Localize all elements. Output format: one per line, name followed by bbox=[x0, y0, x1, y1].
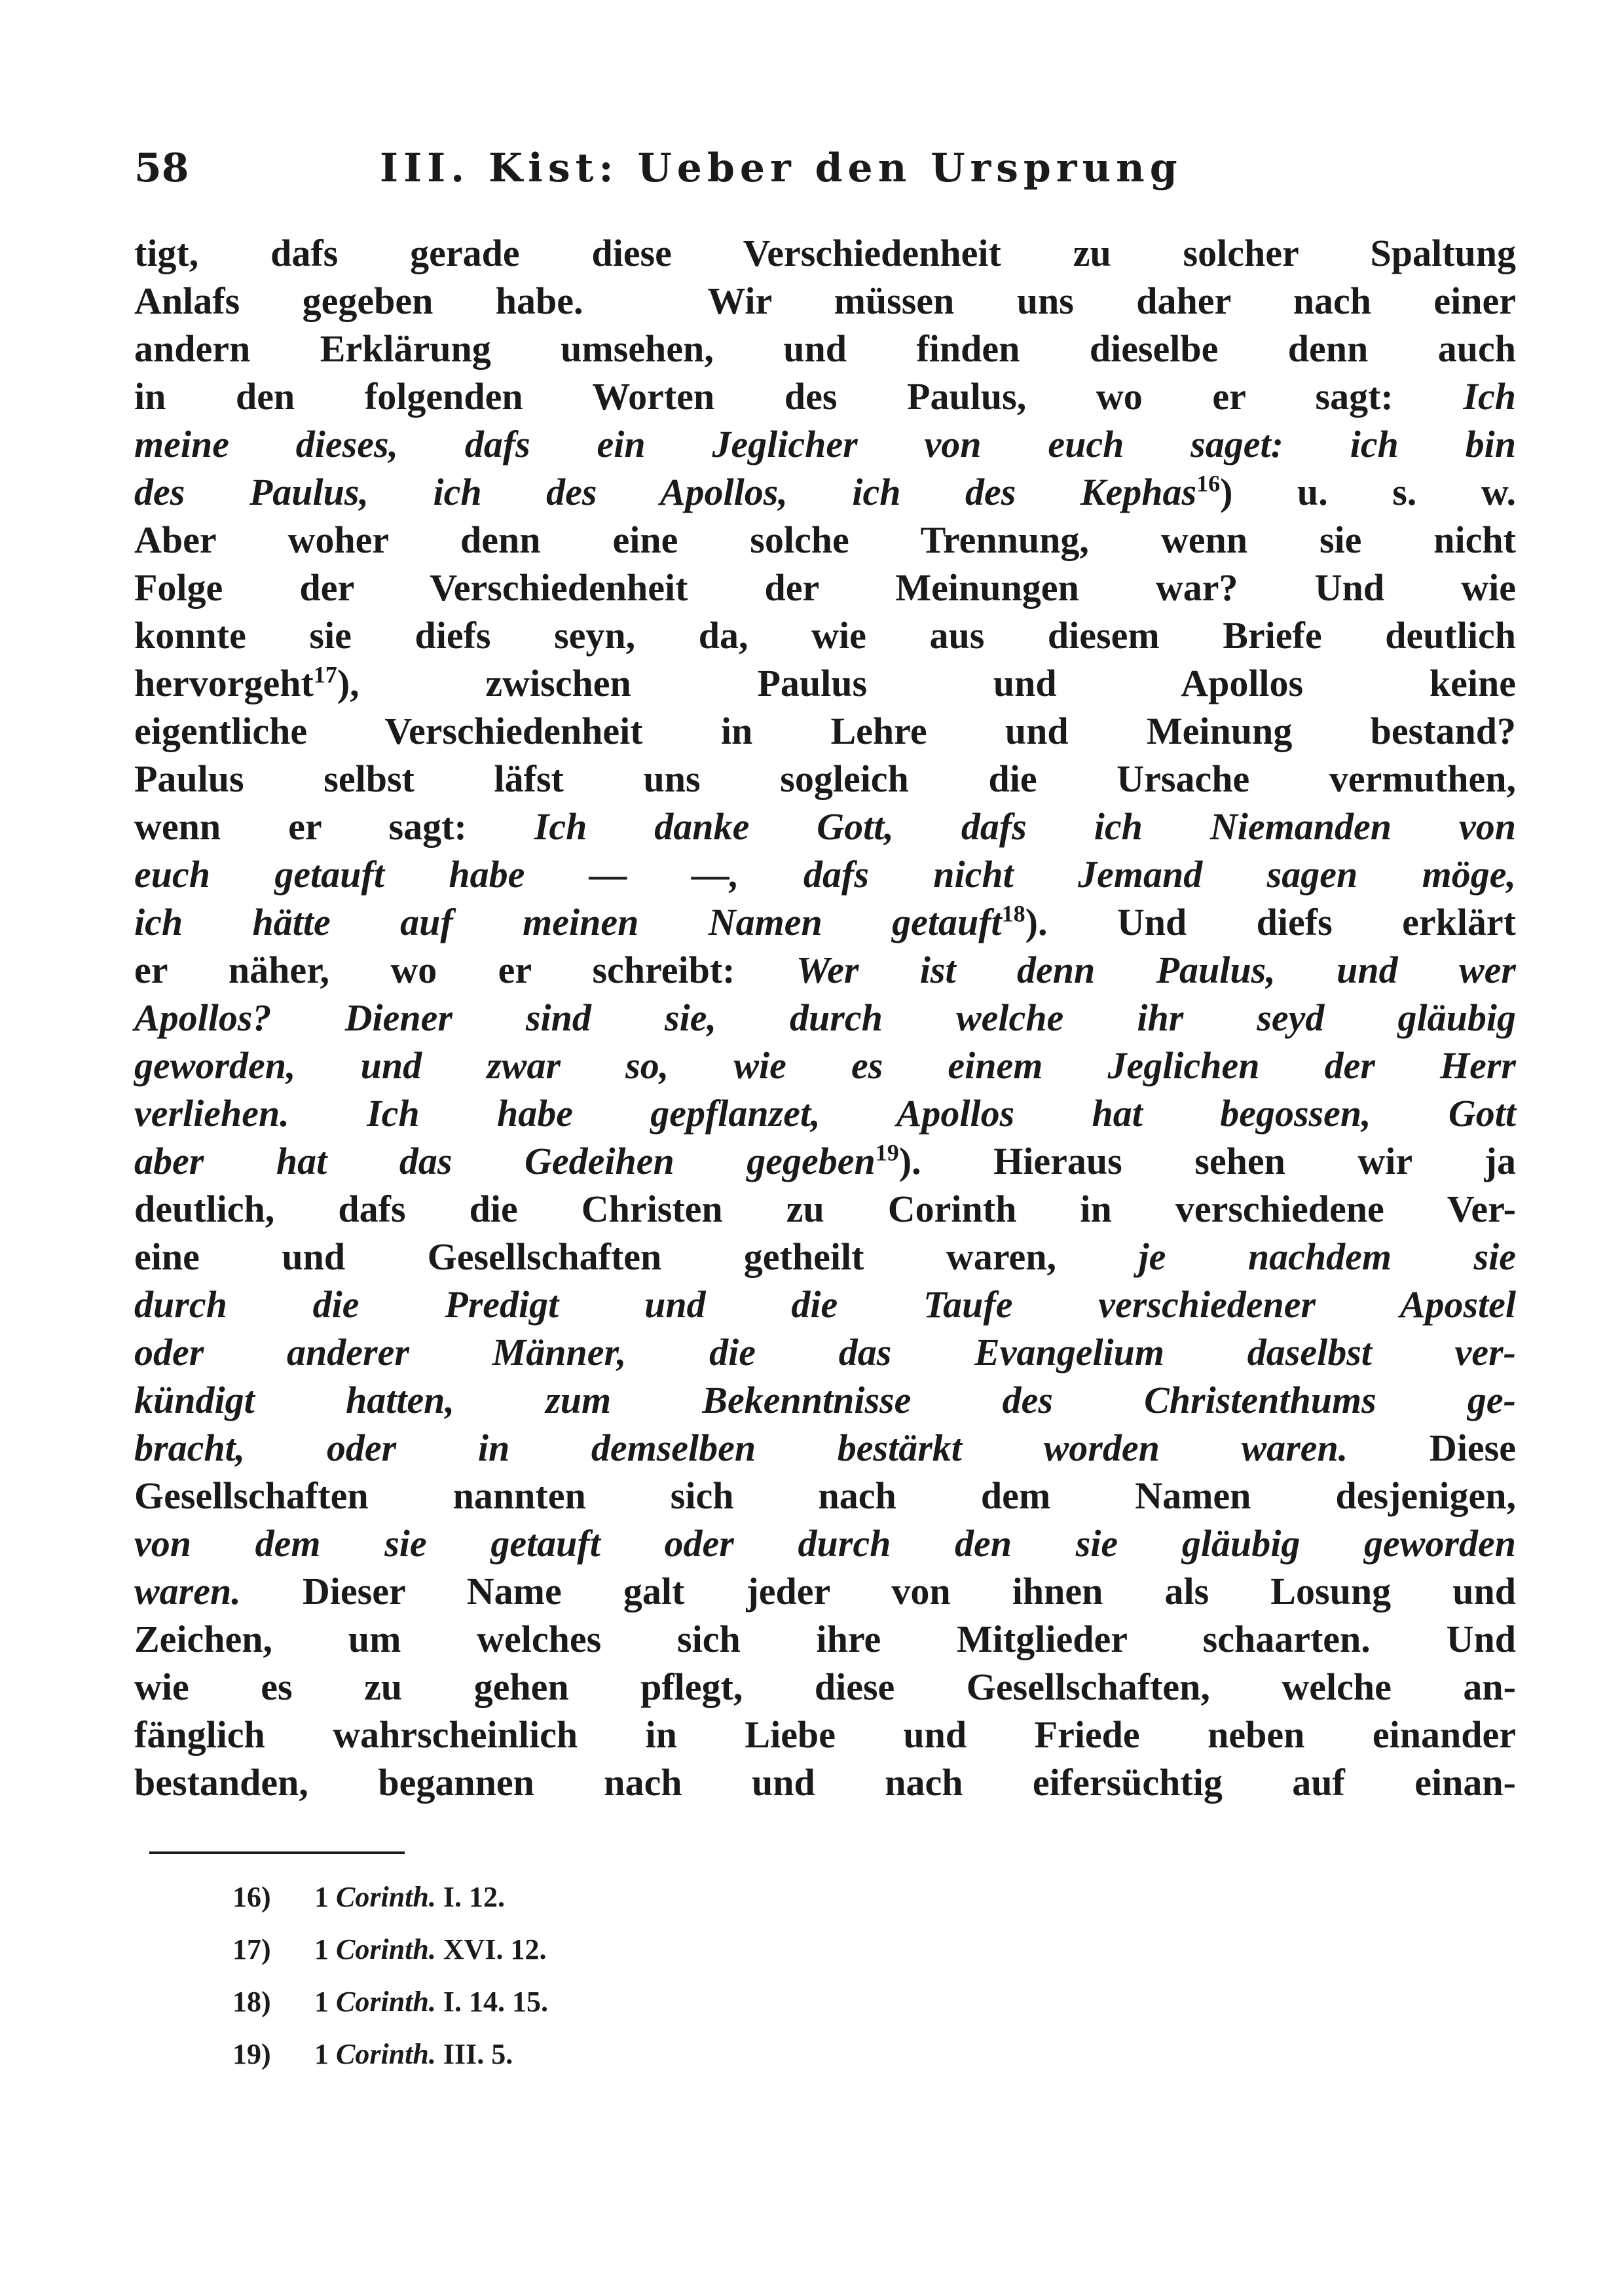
text-segment: Apollos? Diener sind sie, durch welche ihr seyd gläubig bbox=[134, 996, 1516, 1039]
text-segment: ) u. s. w. bbox=[1220, 471, 1517, 513]
footnote-epistle-number: 1 bbox=[314, 1881, 329, 1913]
footnote-reference-text: XVI. 12. bbox=[443, 1933, 547, 1965]
text-segment: eine und Gesellschaften getheilt waren, bbox=[134, 1235, 1139, 1278]
text-line bbox=[134, 659, 1516, 707]
text-line bbox=[134, 1472, 1516, 1520]
footnote-number: 16) bbox=[232, 1881, 271, 1913]
text-segment: ). Und diefs erklärt bbox=[1025, 901, 1516, 943]
text-segment: fänglich wahrscheinlich in Liebe und Friede neben einander bbox=[134, 1713, 1516, 1756]
text-line bbox=[134, 516, 1516, 564]
text-segment: bestanden, begannen nach und nach eifersüchtig auf einan- bbox=[134, 1761, 1516, 1804]
text-line bbox=[134, 229, 1516, 277]
footnote-book: Corinth. bbox=[336, 1933, 436, 1965]
footnotes bbox=[232, 1871, 548, 2081]
text-line bbox=[134, 1185, 1516, 1233]
footnote bbox=[232, 1871, 548, 1923]
text-line bbox=[134, 611, 1516, 659]
text-segment: durch die Predigt und die Taufe verschiedener Apostel bbox=[134, 1283, 1516, 1326]
footnote-reference: 17 bbox=[313, 661, 337, 688]
text-line bbox=[134, 1328, 1516, 1376]
text-segment: ich hätte auf meinen Namen getauft bbox=[134, 901, 1002, 943]
footnote-book: Corinth. bbox=[336, 2038, 436, 2070]
footnote bbox=[232, 2028, 548, 2081]
page-header bbox=[134, 145, 1274, 204]
text-segment: hervorgeht bbox=[134, 662, 314, 704]
text-line bbox=[134, 1281, 1516, 1328]
text-segment: je nachdem sie bbox=[1138, 1235, 1516, 1278]
text-segment: Dieser Name galt jeder von ihnen als Losung und bbox=[240, 1570, 1516, 1613]
text-segment: deutlich, dafs die Christen zu Corinth in verschiedene Ver- bbox=[134, 1188, 1516, 1230]
text-line bbox=[134, 1042, 1516, 1089]
text-line bbox=[134, 1233, 1516, 1281]
text-line bbox=[134, 1663, 1516, 1711]
text-segment: meine dieses, dafs ein Jeglicher von euch saget: ich bin bbox=[134, 423, 1516, 465]
footnote-reference-text: III. 5. bbox=[443, 2038, 513, 2070]
text-line bbox=[134, 1567, 1516, 1615]
text-segment: Anlafs gegeben habe. Wir müssen uns daher nach einer bbox=[134, 280, 1516, 322]
text-segment: wie es zu gehen pflegt, diese Gesellschaften, welche an- bbox=[134, 1666, 1516, 1708]
text-line bbox=[134, 1424, 1516, 1472]
text-segment: tigt, dafs gerade diese Verschiedenheit zu solcher Spaltung bbox=[134, 232, 1516, 274]
text-line bbox=[134, 1089, 1516, 1137]
text-segment: Ich bbox=[1463, 375, 1516, 418]
text-segment: Folge der Verschiedenheit der Meinungen war? Und wie bbox=[134, 566, 1516, 609]
text-line bbox=[134, 468, 1516, 516]
text-segment: Zeichen, um welches sich ihre Mitglieder schaarten. Und bbox=[134, 1618, 1516, 1660]
running-head: III. Kist: Ueber den Ursprung bbox=[380, 145, 1183, 191]
footnote-reference: 19 bbox=[875, 1139, 899, 1166]
text-segment: er näher, wo er schreibt: bbox=[134, 949, 796, 991]
text-segment: Gesellschaften nannten sich nach dem Namen desjenigen, bbox=[134, 1474, 1516, 1517]
text-line bbox=[134, 373, 1516, 420]
text-segment: ). Hieraus sehen wir ja bbox=[898, 1140, 1516, 1182]
text-segment: wenn er sagt: bbox=[134, 805, 534, 848]
text-segment: eigentliche Verschiedenheit in Lehre und Meinung bestand? bbox=[134, 710, 1516, 752]
footnote-reference-text: I. 14. 15. bbox=[443, 1986, 548, 2018]
footnote bbox=[232, 1923, 548, 1976]
text-segment: Aber woher denn eine solche Trennung, wenn sie nicht bbox=[134, 519, 1516, 561]
text-segment: Wer ist denn Paulus, und wer bbox=[796, 949, 1517, 991]
footnote-epistle-number: 1 bbox=[314, 1986, 329, 2018]
text-line bbox=[134, 1615, 1516, 1663]
text-segment: in den folgenden Worten des Paulus, wo er sagt: bbox=[134, 375, 1464, 418]
text-line bbox=[134, 1520, 1516, 1567]
text-line bbox=[134, 277, 1516, 325]
footnote-reference: 16 bbox=[1196, 470, 1221, 497]
text-line bbox=[134, 1376, 1516, 1424]
text-segment: geworden, und zwar so, wie es einem Jeglichen der Herr bbox=[134, 1044, 1516, 1087]
text-segment: Paulus selbst läfst uns sogleich die Ursache vermuthen, bbox=[134, 757, 1516, 800]
footnote bbox=[232, 1976, 548, 2028]
footnote-reference: 18 bbox=[1001, 900, 1025, 927]
text-line bbox=[134, 707, 1516, 755]
text-segment: Ich danke Gott, dafs ich Niemanden von bbox=[534, 805, 1516, 848]
text-line bbox=[134, 564, 1516, 611]
text-line bbox=[134, 755, 1516, 803]
text-segment: ), zwischen Paulus und Apollos keine bbox=[337, 662, 1516, 704]
page-number: 58 bbox=[134, 145, 189, 191]
text-segment: verliehen. Ich habe gepflanzet, Apollos hat begossen, Gott bbox=[134, 1092, 1516, 1135]
body-text bbox=[134, 229, 1516, 1806]
text-segment: von dem sie getauft oder durch den sie gläubig geworden bbox=[134, 1522, 1516, 1565]
text-segment: des Paulus, ich des Apollos, ich des Kephas bbox=[134, 471, 1197, 513]
footnote-book: Corinth. bbox=[336, 1986, 436, 2018]
footnote-epistle-number: 1 bbox=[314, 1933, 329, 1965]
text-line bbox=[134, 994, 1516, 1042]
footnote-divider bbox=[149, 1851, 405, 1854]
text-segment: bracht, oder in demselben bestärkt worden waren. bbox=[134, 1427, 1348, 1469]
text-line bbox=[134, 850, 1516, 898]
text-line bbox=[134, 1758, 1516, 1806]
text-line bbox=[134, 1137, 1516, 1185]
text-line bbox=[134, 325, 1516, 373]
footnote-number: 18) bbox=[232, 1986, 271, 2018]
text-segment: Diese bbox=[1348, 1427, 1516, 1469]
footnote-number: 17) bbox=[232, 1933, 271, 1965]
text-line bbox=[134, 946, 1516, 994]
footnote-epistle-number: 1 bbox=[314, 2038, 329, 2070]
text-segment: aber hat das Gedeihen gegeben bbox=[134, 1140, 876, 1182]
text-line bbox=[134, 898, 1516, 946]
footnote-number: 19) bbox=[232, 2038, 271, 2070]
text-line bbox=[134, 420, 1516, 468]
text-segment: waren. bbox=[134, 1570, 241, 1613]
text-segment: kündigt hatten, zum Bekenntnisse des Christenthums ge- bbox=[134, 1379, 1516, 1421]
footnote-reference-text: I. 12. bbox=[443, 1881, 505, 1913]
text-segment: konnte sie diefs seyn, da, wie aus diesem Briefe deutlich bbox=[134, 614, 1516, 657]
text-line bbox=[134, 803, 1516, 850]
text-segment: andern Erklärung umsehen, und finden dieselbe denn auch bbox=[134, 327, 1516, 370]
footnote-book: Corinth. bbox=[336, 1881, 436, 1913]
text-segment: oder anderer Männer, die das Evangelium daselbst ver- bbox=[134, 1331, 1516, 1374]
text-segment: euch getauft habe — —, dafs nicht Jemand sagen möge, bbox=[134, 853, 1516, 896]
text-line bbox=[134, 1711, 1516, 1758]
